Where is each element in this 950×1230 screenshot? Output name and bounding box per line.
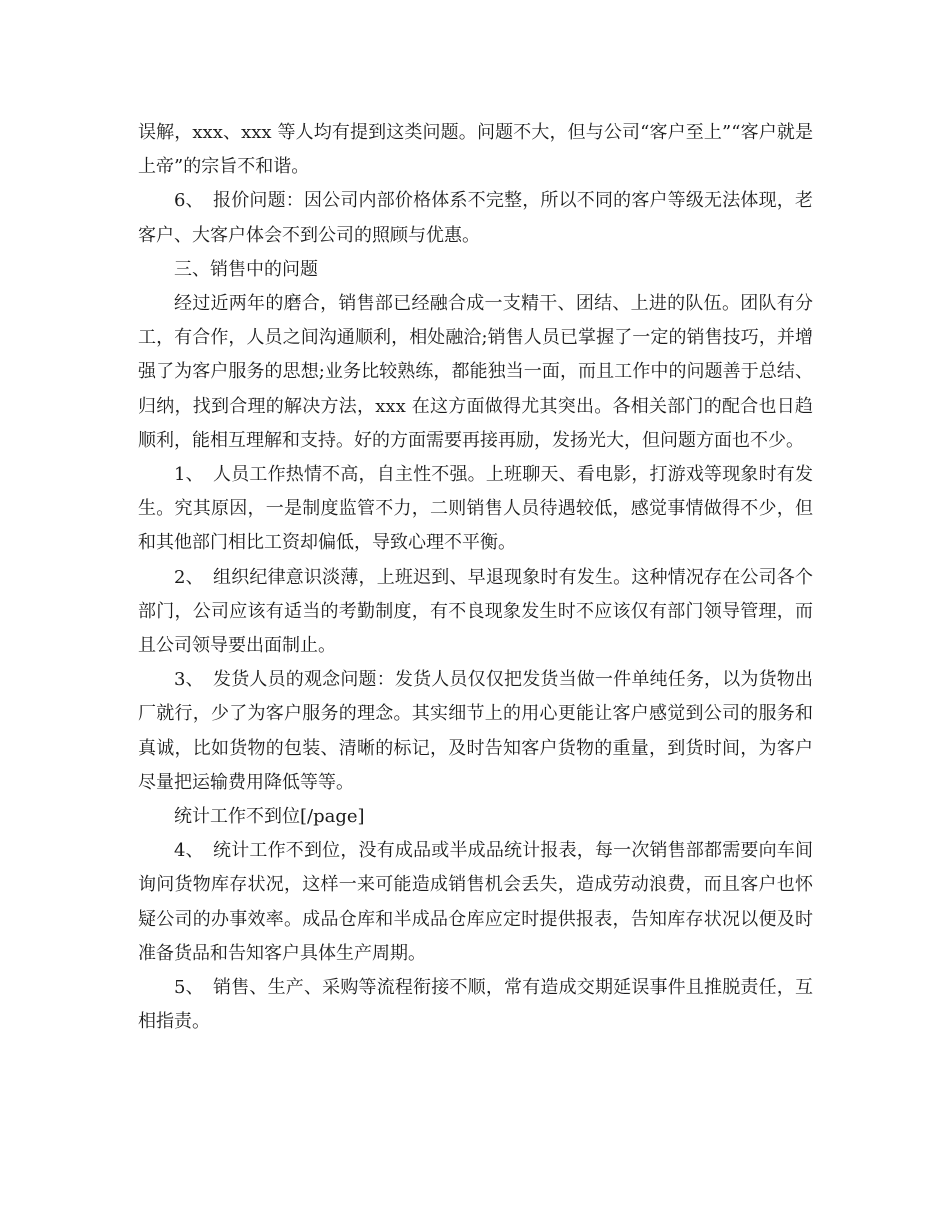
paragraph: 统计工作不到位[/page] [174,806,365,828]
paragraph: 5、 销售、生产、采购等流程衔接不顺，常有造成交期延误事件且推脱责任，互相指责。 [138,977,813,1033]
paragraph: 6、 报价问题：因公司内部价格体系不完整，所以不同的客户等级无法体现，老客户、大客户体会不到公司的照顾与优惠。 [138,190,813,246]
paragraph: 3、 发货人员的观念问题：发货人员仅仅把发货当做一件单纯任务，以为货物出厂就行，少了为客户服务的理念。其实细节上的用心更能让客户感觉到公司的服务和真诚，比如货物的包装、清晰的标记，及时告知客户货物的重量，到货时间，为客户尽量把运输费用降低等等。 [138,669,813,793]
paragraph: 经过近两年的磨合，销售部已经融合成一支精干、团结、上进的队伍。团队有分工，有合作，人员之间沟通顺利，相处融洽;销售人员已掌握了一定的销售技巧，并增强了为客户服务的思想;业务比较熟练，都能独当一面，而且工作中的问题善于总结、归纳，找到合理的解决方法，xxx 在这方面做得尤其突出。各相关部门的配合也日趋顺利，能相互理解和支持。好的方面需要再接再励，发扬光大，但问题方面也不少。 [138,293,813,451]
paragraph: 误解，xxx、xxx 等人均有提到这类问题。问题不大，但与公司“客户至上”“客户就是上帝”的宗旨不和谐。 [138,122,813,178]
paragraph: 4、 统计工作不到位，没有成品或半成品统计报表，每一次销售部都需要向车间询问货物库存状况，这样一来可能造成销售机会丢失，造成劳动浪费，而且客户也怀疑公司的办事效率。成品仓库和半成品仓库应定时提供报表，告知库存状况以便及时准备货品和告知客户具体生产周期。 [138,840,813,964]
document-body [138,116,813,1039]
section-heading: 三、销售中的问题 [174,258,318,280]
paragraph: 1、 人员工作热情不高，自主性不强。上班聊天、看电影，打游戏等现象时有发生。究其原因，一是制度监管不力，二则销售人员待遇较低，感觉事情做得不少，但和其他部门相比工资却偏低，导致心理不平衡。 [138,464,813,554]
paragraph: 2、 组织纪律意识淡薄，上班迟到、早退现象时有发生。这种情况存在公司各个部门，公司应该有适当的考勤制度，有不良现象发生时不应该仅有部门领导管理，而且公司领导要出面制止。 [138,566,813,657]
